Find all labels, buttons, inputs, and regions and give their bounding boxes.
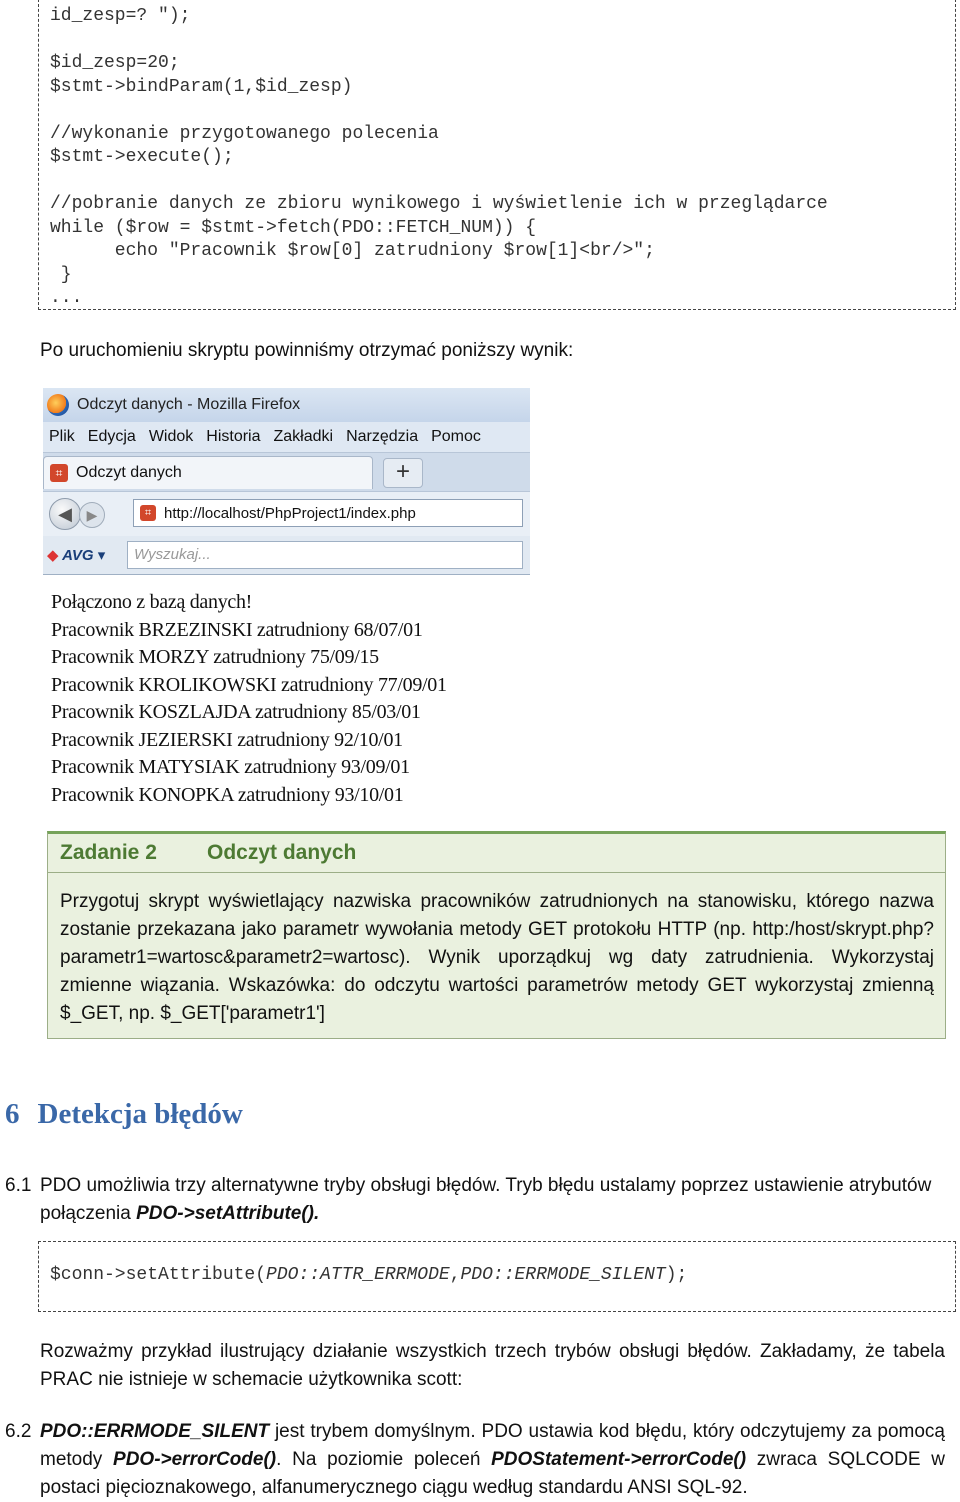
code-line: } [50,264,72,285]
section-heading [5,1098,243,1131]
navigation-bar [43,491,530,536]
forward-button[interactable]: ▶ [79,502,105,528]
code-line [39,29,955,53]
section-number: 6 [5,1098,20,1130]
menu-item-pomoc[interactable]: Pomoc [431,428,481,445]
menu-item-widok[interactable]: Widok [148,428,194,445]
browser-screenshot [43,388,530,808]
paragraph-6-2-emph1: PDO::ERRMODE_SILENT [40,1421,270,1442]
url-text: http://localhost/PhpProject1/index.php [164,504,416,522]
back-button[interactable]: ◀ [49,498,81,530]
new-tab-button[interactable]: + [383,458,423,488]
code-line: $stmt->bindParam(1,$id_zesp) [50,76,353,97]
task-header [48,834,945,873]
task-body: Przygotuj skrypt wyświetlający nazwiska pracowników zatrudnionych na stanowisku, którego nazwa zostanie przekazana jako parametr wywołania metody GET protokołu HTTP (np. http:/host/skrypt.php?parametr1=wartosc&parametr2=wartosc). Wynik uporządkuj wg daty zatrudnienia. Wykorzystaj zmienne wiązania. Wskazówka: do odczytu wartości parametrów metody GET wykorzystaj zmienną $_GET, np. $_GET['parametr1'] [60,891,934,1024]
paragraph-6-2-text2: . Na poziomie poleceń [276,1449,492,1470]
code-fragment: ); [665,1265,688,1285]
menu-item-plik[interactable]: Plik [49,428,75,445]
code-line: //wykonanie przygotowanego polecenia [50,123,439,144]
output-line: Pracownik BRZEZINSKI zatrudniony 68/07/01 [51,618,423,641]
paragraph-6-2-text1: jest trybem domyślnym. PDO ustawia kod błędu, który odczytujemy za pomocą metody [40,1421,945,1470]
output-line: Pracownik MORZY zatrudniony 75/09/15 [51,646,379,668]
code-line: //pobranie danych ze zbioru wynikowego i wyświetlenie ich w przeglądarce [50,194,828,214]
output-line: Połączono z bazą danych! [51,591,253,613]
code-constant: PDO::ATTR_ERRMODE [266,1265,450,1285]
output-line: Pracownik KONOPKA zatrudniony 93/10/01 [51,783,404,806]
paragraph-6-1-text: PDO umożliwia trzy alternatywne tryby obsługi błędów. Tryb błędu ustalamy poprzez ustawienie atrybutów połączenia [40,1175,932,1224]
window-title: Odczyt danych - Mozilla Firefox [77,396,301,413]
code-line [39,170,955,194]
search-input[interactable]: Wyszukaj... [127,541,523,569]
intro-paragraph: Po uruchomieniu skryptu powinniśmy otrzymać poniższy wynik: [40,340,574,361]
output-line: Pracownik MATYSIAK zatrudniony 93/09/01 [51,756,410,778]
menu-item-edycja[interactable]: Edycja [87,428,136,445]
avg-toolbar-button[interactable]: ◆ AVG ▾ [47,547,106,564]
code-line [39,1264,955,1288]
tab-label: Odczyt danych [76,464,182,481]
code-line: while ($row = $stmt->fetch(PDO::FETCH_NUM)) { [50,217,537,238]
code-constant: PDO::ERRMODE_SILENT [460,1265,666,1285]
avg-label: AVG [62,547,94,564]
code-block-2 [38,1241,956,1312]
firefox-logo-icon [47,394,69,416]
page-content [43,575,530,809]
tab-strip [43,453,530,491]
paragraph-6-2-emph2: PDO->errorCode() [113,1449,277,1470]
code-line: echo "Pracownik $row[0] zatrudniony $row[1]<br/>"; [50,241,655,261]
menu-item-narzedzia[interactable]: Narzędzia [346,428,419,445]
output-line: Pracownik KROLIKOWSKI zatrudniony 77/09/01 [51,673,447,696]
paragraph-number-6-2: 6.2 [5,1421,32,1442]
section-title: Detekcja błędów [37,1098,243,1130]
code-line: id_zesp=? "); [50,6,191,26]
task-number: Zadanie 2 [60,841,157,864]
url-bar[interactable] [133,499,523,527]
output-line: Pracownik JEZIERSKI zatrudniony 92/10/01 [51,728,403,751]
tab-odczyt-danych[interactable] [43,456,373,489]
task-title: Odczyt danych [207,841,357,864]
search-toolbar [43,536,530,575]
paragraph-6-2-emph3: PDOStatement->errorCode() [491,1449,747,1470]
task-box [47,831,946,1039]
code-line: ... [50,288,83,308]
paragraph-6-1 [40,1172,945,1228]
code-fragment: $conn->setAttribute( [50,1265,267,1285]
site-favicon-icon: ⌗ [140,505,156,521]
paragraph-6-2 [40,1418,945,1502]
paragraph-number-6-1: 6.1 [5,1175,32,1196]
paragraph-6-2-text3: zwraca SQLCODE w postaci pięcioznakowego, alfanumerycznego ciągu według standardu ANSI SQL-92. [40,1449,946,1498]
code-fragment: , [449,1265,461,1285]
paragraph-6-1-emph: PDO->setAttribute(). [136,1203,320,1224]
menu-item-historia[interactable]: Historia [206,428,261,445]
code-line: $id_zesp=20; [50,53,180,73]
menu-bar [43,422,530,453]
code-block-1 [38,0,956,310]
page-favicon-icon: ⌗ [50,464,68,482]
code-line [39,99,955,123]
code-line: $stmt->execute(); [50,147,234,167]
example-paragraph: Rozważmy przykład ilustrujący działanie wszystkich trzech trybów obsługi błędów. Zakładamy, że tabela PRAC nie istnieje w schemacie użytkownika scott: [40,1341,945,1390]
menu-item-zakladki[interactable]: Zakładki [273,428,334,445]
output-line: Pracownik KOSZLAJDA zatrudniony 85/03/01 [51,701,421,723]
window-titlebar [43,388,530,422]
